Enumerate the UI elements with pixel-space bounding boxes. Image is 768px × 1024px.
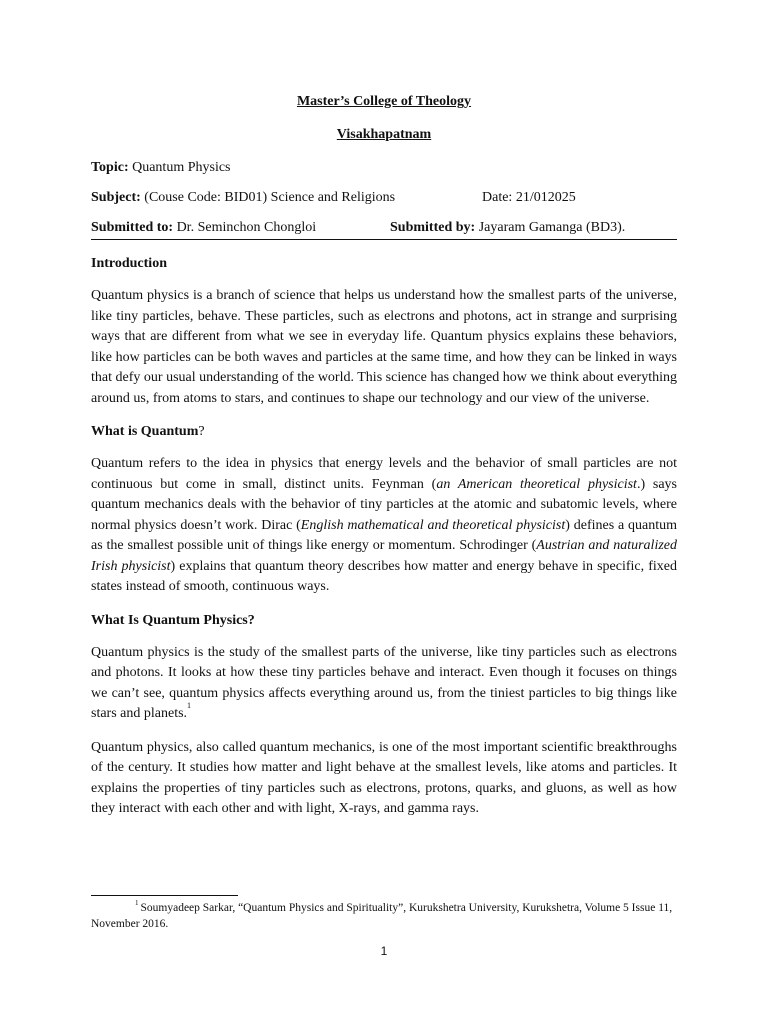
what-is-quantum-physics-heading: What Is Quantum Physics? — [91, 612, 255, 628]
wiq-text-c: ) defines a quantum as the smallest possible unit of things like energy or momentum. Schrodinger ( — [91, 517, 678, 553]
footnote-number: 1 — [135, 899, 139, 907]
topic-line — [91, 158, 677, 178]
wiq-text-b: .) says quantum mechanics deals with the behavior of tiny particles at the atomic and subatomic levels, where normal physics doesn’t work. Dirac ( — [91, 476, 678, 533]
what-is-quantum-heading — [91, 422, 677, 442]
dirac-description: English mathematical and theoretical physicist — [300, 517, 566, 533]
what-is-quantum-heading-text: What is Quantum — [91, 424, 199, 439]
footnote-reference[interactable]: 1 — [187, 701, 192, 710]
submitted-to-value: Dr. Seminchon Chongloi — [176, 220, 317, 235]
intro-heading: Introduction — [91, 256, 167, 271]
submitted-to-label: Submitted to: — [91, 220, 174, 235]
qp-paragraph-1-text: Quantum physics is the study of the smallest parts of the universe, like tiny particles such as electrons and photons. It looks at how these tiny particles behave and interact. Even though it focuses on things we can’t see, quantum physics affects everything around us, from the tiniest particles to big things like stars and planets. — [91, 644, 677, 721]
what-is-quantum-paragraph — [91, 454, 677, 598]
footnote-text: Soumyadeep Sarkar, “Quantum Physics and Spirituality”, Kurukshetra University, Kurukshetra, Volume 5 Issue 11, November 2016. — [91, 902, 673, 930]
college-title: Master’s College of Theology — [296, 94, 472, 109]
page-number: 1 — [380, 944, 388, 958]
city-title: Visakhapatnam — [336, 127, 432, 142]
heading-question-mark: ? — [198, 424, 205, 439]
feynman-description: an American theoretical physicist — [436, 476, 637, 492]
wiq-text-d: ) explains that quantum theory describes how matter and energy behave in specific, fixed states instead of smooth, continuous ways. — [91, 558, 677, 594]
schrodinger-description: Austrian and naturalized Irish physicist — [91, 538, 677, 574]
topic-label: Topic: — [91, 160, 129, 175]
footnote — [91, 900, 677, 932]
submitted-by-block — [390, 218, 625, 238]
subject-value: (Couse Code: BID01) Science and Religions — [144, 190, 396, 205]
intro-paragraph: Quantum physics is a branch of science that helps us understand how the smallest parts of the universe, like tiny particles, behave. These particles, such as electrons and photons, act in strange and surprising ways that are different from what we see in everyday life. Quantum physics explains these behaviors, like how particles can be both waves and particles at the same time, and how they can be linked in ways that defy our usual understanding of the world. This science has changed how we think about everything around us, from atoms to stars, and continues to shape our technology and our view of the universe. — [91, 288, 677, 406]
date-text: Date: 21/012025 — [482, 190, 576, 205]
submitted-by-label: Submitted by: — [390, 220, 476, 235]
qp-paragraph-2: Quantum physics, also called quantum mechanics, is one of the most important scientific breakthroughs of the century. It studies how matter and light behave at the smallest levels, like atoms and particles. It explains the properties of tiny particles such as electrons, protons, quarks, and gluons, as well as how they interact with each other and with light, X-rays, and gamma rays. — [91, 739, 677, 816]
submission-line — [91, 218, 677, 240]
qp-paragraph-1 — [91, 643, 677, 725]
subject-label: Subject: — [91, 190, 141, 205]
topic-value: Quantum Physics — [132, 160, 231, 175]
page-body — [91, 92, 677, 833]
wiq-text-a: Quantum refers to the idea in physics that energy levels and the behavior of small particles are not continuous but come in small, distinct units. Feynman ( — [91, 456, 677, 492]
footnote-separator — [91, 895, 238, 896]
submitted-by-value: Jayaram Gamanga (BD3). — [478, 220, 626, 235]
subject-line — [91, 188, 677, 208]
